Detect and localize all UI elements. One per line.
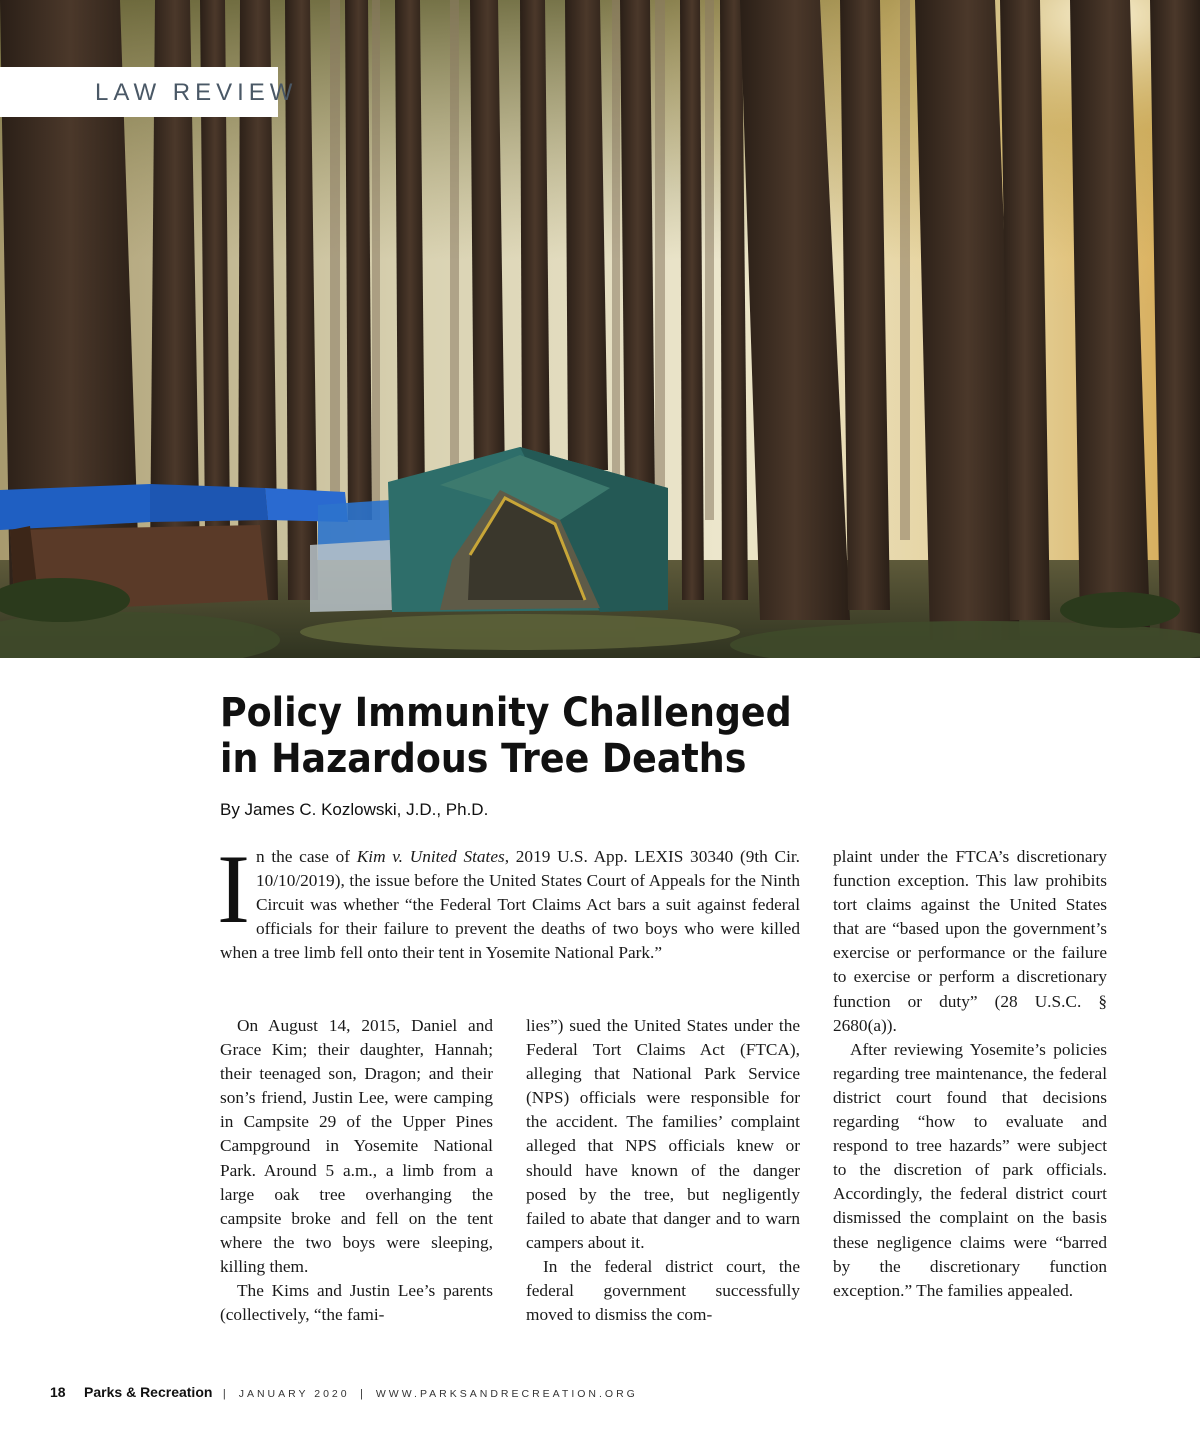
footer-separator: | — [222, 1388, 229, 1400]
issue-date: JANUARY 2020 — [238, 1388, 350, 1400]
intro-rest: , 2019 U.S. App. LEXIS 30340 (9th Cir. 10/10/2019), the issue before the United States Court of Appeals for the Ninth Circuit was whether “the Federal Tort Claims Act bars a suit against federal officials for their failure to prevent the deaths of two boys who were killed when a tree limb fell onto their tent in Yosemite National Park.” — [220, 847, 800, 963]
case-name: Kim v. United States — [356, 847, 505, 866]
body-column-1 — [220, 1014, 493, 1327]
page-number: 18 — [50, 1384, 66, 1400]
footer-separator: | — [360, 1388, 366, 1400]
body-paragraph: plaint under the FTCA’s discretionary function exception. This law prohibits tort claims against the United States that are “based upon the government’s exercise or performance or the failure to exercise or perform a discretionary function or duty” (28 U.S.C. § 2680(a)). — [833, 847, 1107, 1035]
section-label-text: LAW REVIEW — [95, 79, 298, 106]
byline: By James C. Kozlowski, J.D., Ph.D. — [220, 800, 489, 819]
website-url: WWW.PARKSANDRECREATION.ORG — [375, 1388, 638, 1400]
intro-lead: n the case of — [255, 847, 357, 866]
drop-cap: I — [217, 835, 250, 944]
body-column-2 — [526, 1014, 800, 1327]
body-paragraph: After reviewing Yosemite’s policies regarding tree maintenance, the federal district court found that decisions regarding “how to evaluate and respond to tree hazards” were subject to the discretion of park officials. Accordingly, the federal district court dismissed the complaint on the basis these negligence claims were “barred by the discretionary function exception.” The families appealed. — [833, 1039, 1107, 1300]
magazine-name: Parks & Recreation — [84, 1384, 213, 1400]
headline-line-2: in Hazardous Tree Deaths — [220, 736, 747, 782]
body-paragraph: The Kims and Justin Lee’s parents (collectively, “the fami- — [220, 1281, 493, 1325]
body-paragraph: In the federal district court, the federal government successfully moved to dismiss the com- — [526, 1256, 800, 1325]
body-paragraph: On August 14, 2015, Daniel and Grace Kim; their daughter, Hannah; their teenaged son, Dragon; and their son’s friend, Justin Lee, were camping in Campsite 29 of the Upper Pines Campground in Yosemite National Park. Around 5 a.m., a limb from a large oak tree overhanging the campsite broke and fell on the tent where the two boys were sleeping, killing them. — [220, 1016, 493, 1276]
article-headline — [220, 690, 860, 782]
section-label — [0, 67, 298, 117]
body-paragraph: lies”) sued the United States under the Federal Tort Claims Act (FTCA), alleging that National Park Service (NPS) officials were responsible for the accident. The families’ complaint alleged that NPS officials knew or should have known of the danger posed by the tree, but negligently failed to abate that danger and to warn campers about it. — [526, 1016, 800, 1252]
body-column-3 — [833, 845, 1107, 1303]
headline-line-1: Policy Immunity Challenged — [220, 690, 792, 736]
intro-paragraph — [217, 835, 800, 965]
page-footer — [50, 1384, 638, 1404]
